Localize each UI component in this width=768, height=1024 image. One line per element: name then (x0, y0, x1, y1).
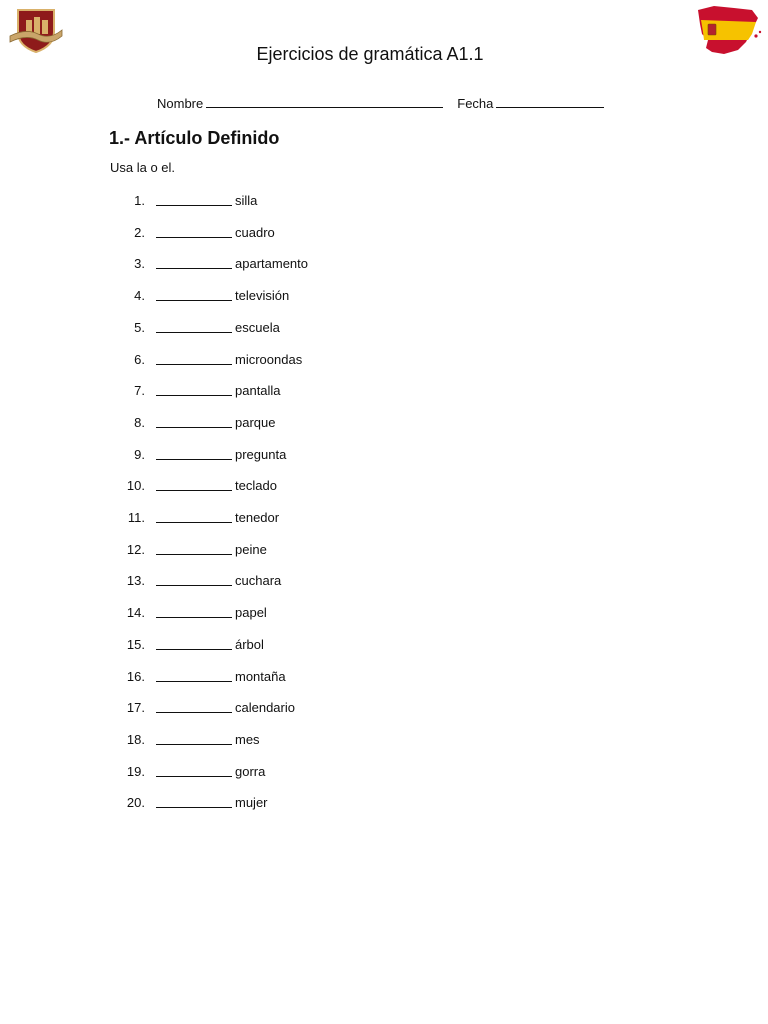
item-number: 4. (134, 288, 145, 304)
item-number: 5. (134, 319, 145, 335)
item-word: árbol (235, 636, 264, 652)
item-number: 9. (134, 446, 145, 462)
item-number: 10. (126, 478, 145, 494)
item-number: 15. (126, 636, 145, 652)
item-number: 18. (126, 731, 145, 747)
answer-blank[interactable] (156, 320, 232, 333)
answer-blank[interactable] (156, 542, 232, 555)
answer-blank[interactable] (156, 225, 232, 238)
item-word: calendario (235, 700, 295, 716)
item-number: 2. (134, 224, 145, 240)
date-field[interactable] (496, 96, 604, 108)
section-title: 1.- Artículo Definido (109, 128, 280, 148)
item-word: silla (235, 193, 258, 208)
item-number: 20. (126, 795, 145, 811)
item-word: parque (235, 414, 276, 430)
item-word: cuadro (235, 224, 275, 240)
answer-blank[interactable] (156, 352, 232, 365)
student-info-row (157, 96, 604, 111)
document-title: Ejercicios de gramática A1.1 (256, 44, 484, 64)
answer-blank[interactable] (156, 447, 232, 460)
item-word: apartamento (235, 256, 308, 272)
item-number: 13. (126, 573, 145, 589)
item-word: teclado (235, 478, 277, 494)
item-word: montaña (235, 668, 286, 684)
item-number: 8. (134, 414, 145, 430)
instructions: Usa la o el. (110, 160, 176, 175)
date-label: Fecha (457, 96, 494, 111)
answer-blank[interactable] (156, 732, 232, 745)
answer-blank[interactable] (156, 573, 232, 586)
answer-blank[interactable] (156, 764, 232, 777)
answer-blank[interactable] (156, 193, 232, 206)
name-field[interactable] (206, 96, 443, 108)
answer-blank[interactable] (156, 605, 232, 618)
answer-blank[interactable] (156, 669, 232, 682)
answer-blank[interactable] (156, 383, 232, 396)
item-number: 12. (126, 541, 145, 557)
answer-blank[interactable] (156, 478, 232, 491)
answer-blank[interactable] (156, 256, 232, 269)
item-number: 6. (134, 351, 145, 367)
item-number: 16. (126, 668, 145, 684)
item-number: 7. (134, 383, 145, 399)
item-word: papel (235, 605, 267, 621)
item-word: gorra (235, 763, 266, 779)
item-number: 14. (126, 605, 145, 621)
item-number: 11. (127, 510, 145, 525)
item-word: cuchara (235, 573, 282, 589)
item-number: 17. (126, 700, 145, 716)
answer-blank[interactable] (156, 415, 232, 428)
item-number: 1. (134, 193, 145, 208)
answer-blank[interactable] (156, 637, 232, 650)
answer-blank[interactable] (156, 700, 232, 713)
item-word: microondas (235, 351, 303, 367)
answer-blank[interactable] (156, 288, 232, 301)
item-word: televisión (235, 288, 290, 304)
name-label: Nombre (157, 96, 204, 111)
item-word: tenedor (235, 510, 280, 525)
item-number: 19. (126, 763, 145, 779)
item-word: pantalla (235, 383, 281, 399)
item-word: escuela (235, 319, 280, 335)
answer-blank[interactable] (156, 795, 232, 808)
item-word: pregunta (235, 446, 287, 462)
item-word: mes (235, 731, 260, 747)
item-word: mujer (235, 795, 268, 811)
item-number: 3. (134, 256, 145, 272)
item-word: peine (235, 541, 267, 557)
answer-blank[interactable] (156, 510, 232, 523)
